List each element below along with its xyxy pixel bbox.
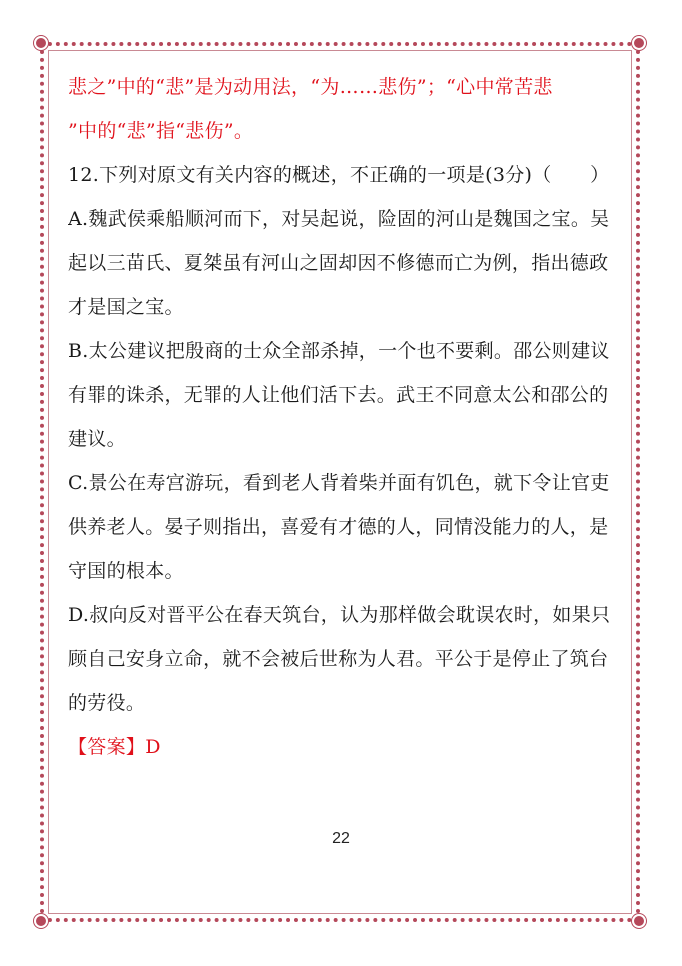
document-body (68, 72, 616, 776)
explanation-line: 悲之”中的“悲”是为动用法，“为……悲伤”；“心中常苦悲 (68, 76, 553, 98)
option-d-line: D.叔向反对晋平公在春天筑台，认为那样做会耽误农时，如果只 (68, 604, 611, 626)
answer-value: D (145, 736, 161, 758)
option-c-line: 供养老人。晏子则指出，喜爱有才德的人，同情没能力的人，是 (68, 516, 609, 538)
option-b-line: 建议。 (68, 428, 126, 450)
corner-ornament-icon (34, 914, 48, 928)
option-b-line: B.太公建议把殷商的士众全部杀掉，一个也不要剩。邵公则建议 (68, 340, 610, 362)
option-c-line: C.景公在寿宫游玩，看到老人背着柴并面有饥色，就下令让官吏 (68, 472, 610, 494)
option-a-line: A.魏武侯乘船顺河而下，对吴起说，险固的河山是魏国之宝。吴 (68, 208, 610, 230)
answer-label: 【答案】 (68, 736, 146, 758)
option-a-line: 起以三苗氏、夏桀虽有河山之固却因不修德而亡为例，指出德政 (68, 252, 609, 274)
answer-line (68, 732, 616, 776)
option-d-line: 顾自己安身立命，就不会被后世称为人君。平公于是停止了筑台 (68, 648, 609, 670)
option-c-line: 守国的根本。 (68, 560, 184, 582)
option-b-line: 有罪的诛杀，无罪的人让他们活下去。武王不同意太公和邵公的 (68, 384, 609, 406)
page-number: 22 (332, 830, 350, 847)
option-d-line: 的劳役。 (68, 692, 146, 714)
corner-ornament-icon (632, 914, 646, 928)
explanation-line: ”中的“悲”指“悲伤”。 (68, 120, 254, 142)
question-stem: 12.下列对原文有关内容的概述，不正确的一项是(3分)（ ） (68, 164, 610, 186)
corner-ornament-icon (34, 36, 48, 50)
corner-ornament-icon (632, 36, 646, 50)
option-a-line: 才是国之宝。 (68, 296, 184, 318)
